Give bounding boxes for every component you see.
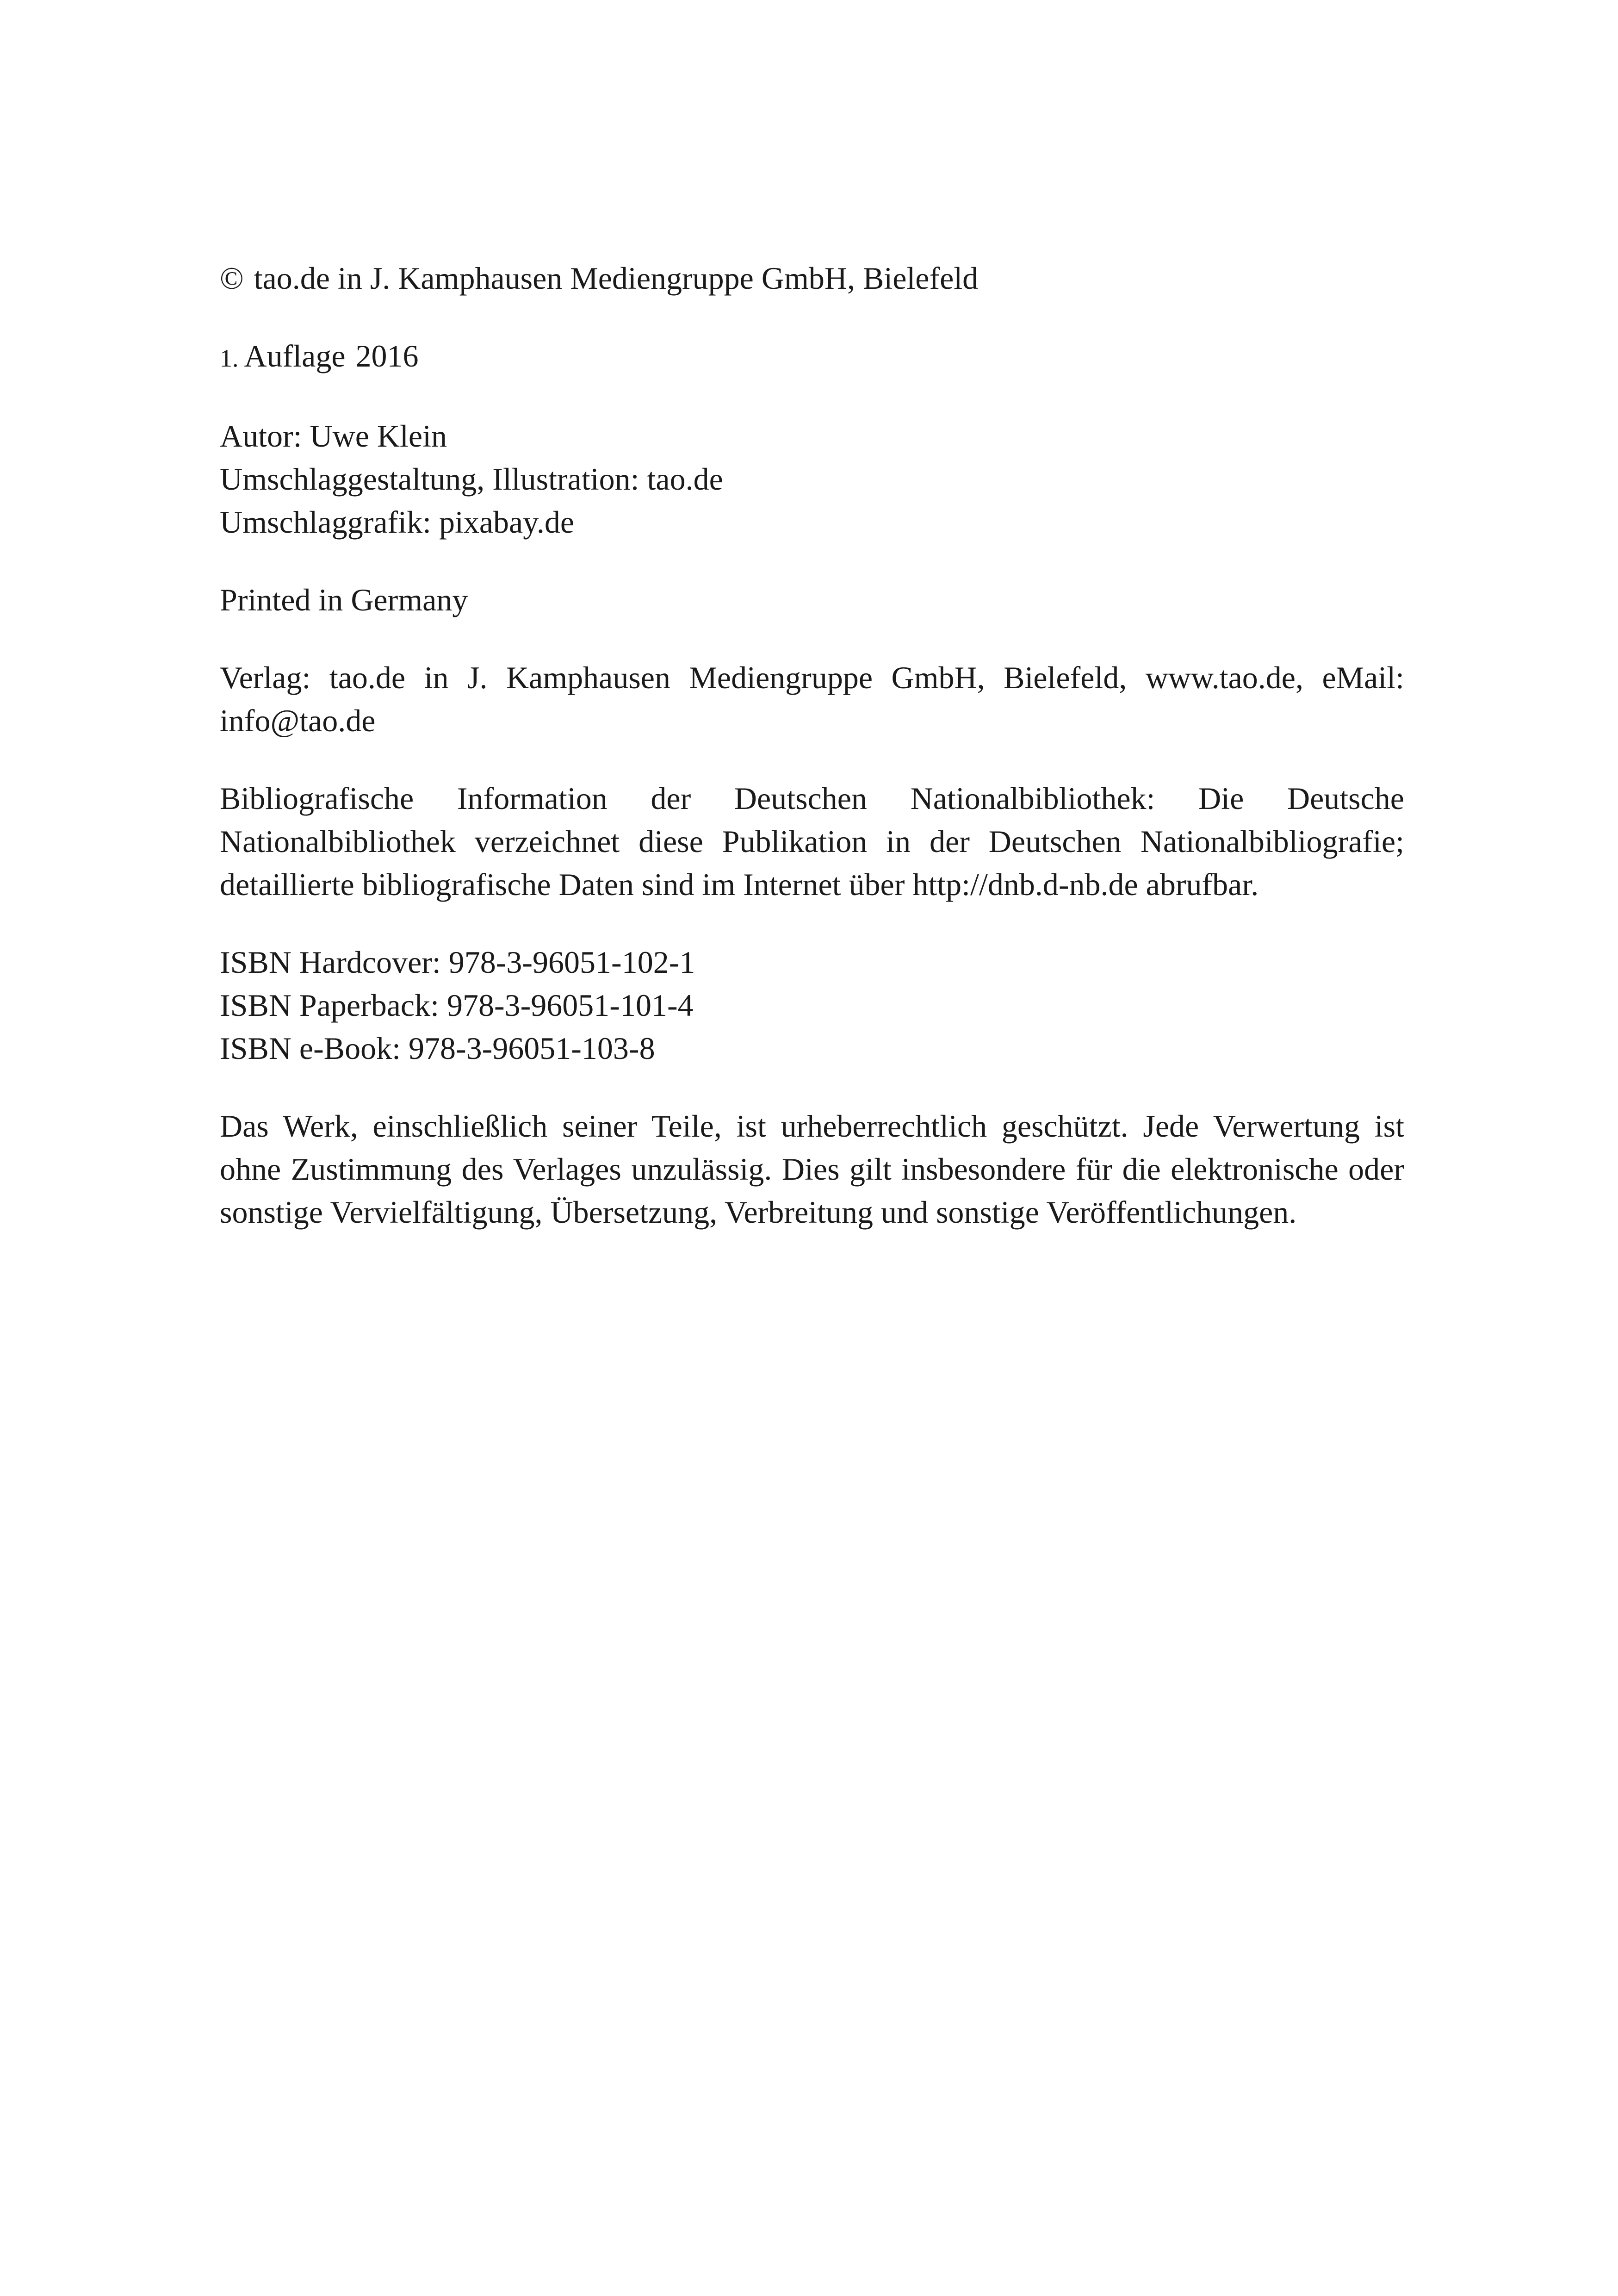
imprint-text-column: [220, 257, 1404, 1269]
isbn-block: [220, 941, 1404, 1070]
copyright-holder: tao.de in J. Kamphausen Mediengruppe GmbH, Bielefeld: [254, 261, 979, 296]
edition-label: Auflage: [244, 338, 346, 373]
author-line: Autor: Uwe Klein: [220, 418, 447, 454]
rights-paragraph: Das Werk, einschließlich seiner Teile, ist urheberrechtlich geschützt. Jede Verwertung ist ohne Zustimmung des Verlages unzulässig. Dies gilt insbesondere für die elektronische oder sonstige Vervielfältigung, Übersetzung, Verbreitung und sonstige Veröffentlichungen.: [220, 1108, 1404, 1230]
cover-graphic-line: Umschlaggrafik: pixabay.de: [220, 504, 574, 540]
printed-block: [220, 579, 1404, 622]
isbn-hardcover: ISBN Hardcover: 978-3-96051-102-1: [220, 945, 695, 980]
cover-design-line: Umschlaggestaltung, Illustration: tao.de: [220, 461, 723, 497]
publisher-paragraph: Verlag: tao.de in J. Kamphausen Mediengruppe GmbH, Bielefeld, www.tao.de, eMail: info@tao.de: [220, 660, 1404, 738]
printed-in-line: Printed in Germany: [220, 582, 468, 617]
edition-year: 2016: [355, 338, 419, 373]
credits-block: [220, 415, 1404, 544]
copyright-icon: ©: [220, 261, 244, 296]
edition-block: [220, 335, 1404, 380]
edition-line: [220, 335, 1404, 380]
copyright-line: [220, 257, 1404, 300]
isbn-paperback: ISBN Paperback: 978-3-96051-101-4: [220, 988, 694, 1023]
edition-number: 1.: [220, 344, 239, 372]
isbn-ebook: ISBN e-Book: 978-3-96051-103-8: [220, 1031, 655, 1066]
copyright-block: [220, 257, 1404, 300]
bibliographic-paragraph: Bibliografische Information der Deutschen Nationalbibliothek: Die Deutsche Nationalbibliothek verzeichnet diese Publikation in der Deutschen Nationalbibliografie; detaillierte bibliografische Daten sind im Internet über http://dnb.d-nb.de abrufbar.: [220, 781, 1404, 902]
